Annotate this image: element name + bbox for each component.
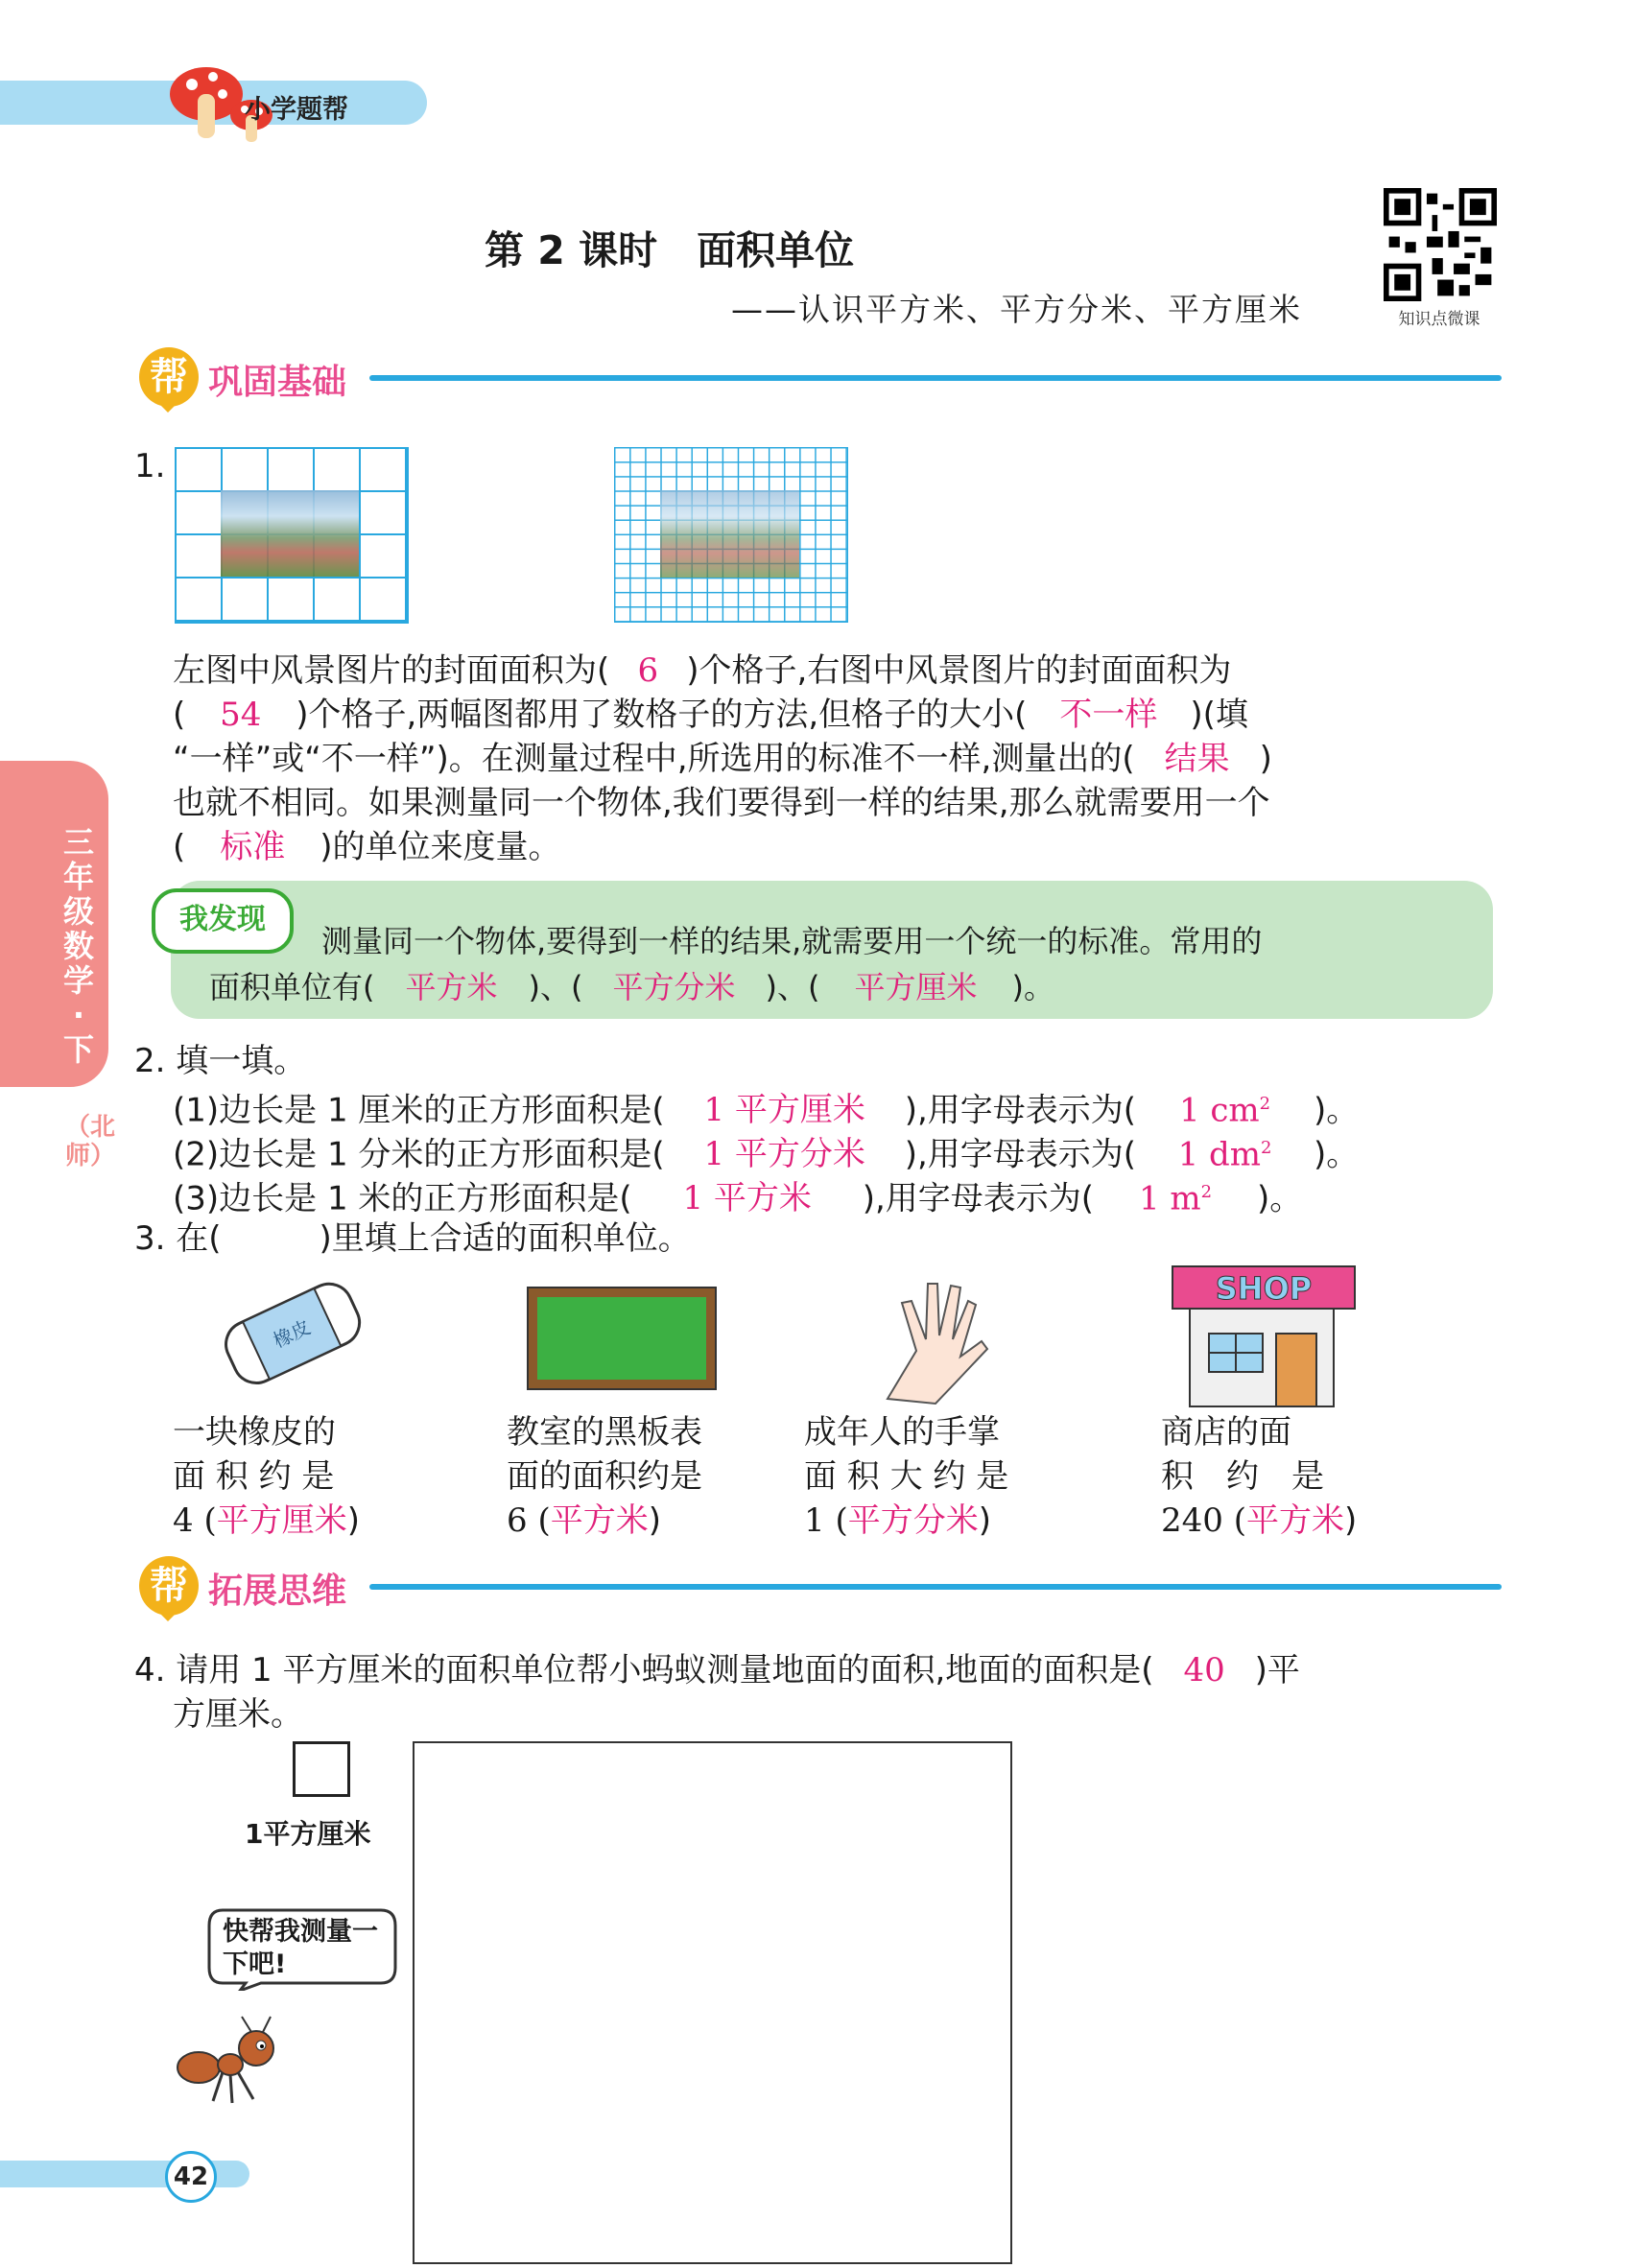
- answer-blank[interactable]: 平方厘米: [854, 969, 978, 1005]
- answer-blank[interactable]: 1 平方米: [682, 1179, 812, 1218]
- q3-item-4: 商店的面 积 约 是 240 (平方米): [1161, 1413, 1358, 1540]
- answer-blank[interactable]: 54: [220, 696, 262, 734]
- answer-blank[interactable]: 1 $cm^2$: [1178, 1091, 1271, 1130]
- answer-blank[interactable]: 平方分米: [612, 969, 736, 1005]
- q4-line-1: 4. 请用 1 平方厘米的面积单位帮小蚂蚁测量地面的面积,地面的面积是( 40 )平: [134, 1648, 1300, 1692]
- blackboard-icon: [526, 1286, 718, 1391]
- lesson-title: 第 2 课时 面积单位: [485, 227, 855, 273]
- answer-blank[interactable]: 结果: [1164, 740, 1230, 778]
- answer-blank[interactable]: 平方米: [1245, 1501, 1344, 1540]
- grid-large-squares: [175, 447, 409, 624]
- unit-square: [293, 1741, 350, 1797]
- answer-blank[interactable]: 1 $m^2$: [1138, 1179, 1213, 1218]
- svg-text:SHOP: SHOP: [1215, 1270, 1313, 1307]
- q3-title: 3. 在( )里填上合适的面积单位。: [134, 1219, 691, 1258]
- q2-title: 2. 填一填。: [134, 1042, 307, 1080]
- answer-blank[interactable]: 平方厘米: [216, 1501, 347, 1540]
- discovery-tag: 我发现: [152, 888, 294, 954]
- eraser-icon: [213, 1264, 367, 1394]
- discovery-line-2: 面积单位有( 平方米 )、( 平方分米 )、( 平方厘米 )。: [209, 965, 1054, 1009]
- q1-paragraph: 左图中风景图片的封面面积为( 6 )个格子,右图中风景图片的封面面积为 ( 54 )个格子,两幅图都用了数格子的方法,但格子的大小( 不一样 )(填 “一样”或“不一样”)。在测量过程中,所选用的标准不一样,测量出的( 结果 ) 也就不相同。如果测量同一个物体,我们要得到一样的结果,那么就需要用一个 ( 标准 )的单位来度量。: [173, 649, 1497, 869]
- q2-item-1: (1)边长是 1 厘米的正方形面积是( 1 平方厘米 ),用字母表示为( 1 $cm^2$ )。: [173, 1082, 1359, 1132]
- question-number: 1.: [134, 447, 166, 485]
- section-basic-header: [139, 347, 1502, 405]
- answer-blank[interactable]: 平方米: [550, 1501, 649, 1540]
- answer-blank[interactable]: 1 平方厘米: [703, 1091, 865, 1130]
- answer-blank[interactable]: 40: [1183, 1651, 1225, 1689]
- discovery-line-1: 测量同一个物体,要得到一样的结果,就需要用一个统一的标准。常用的: [321, 923, 1263, 959]
- brand-name: 小学题帮: [245, 95, 348, 125]
- answer-blank[interactable]: 6: [637, 651, 659, 690]
- svg-text:橡皮: 橡皮: [269, 1314, 315, 1353]
- lesson-subtitle: ——认识平方米、平方分米、平方厘米: [731, 291, 1302, 328]
- bubble-text: 快帮我测量一下吧!: [223, 1917, 378, 1979]
- shop-icon: [1171, 1264, 1358, 1408]
- grade-label: 三年级数学·下: [62, 824, 94, 1068]
- answer-blank[interactable]: 平方分米: [847, 1501, 979, 1540]
- answer-blank[interactable]: 平方米: [405, 969, 498, 1005]
- publisher-label: （北师）: [65, 1113, 116, 1170]
- landscape-image: [660, 490, 799, 578]
- ground-area: [413, 1741, 1012, 2264]
- q3-item-3: 成年人的手掌 面 积 大 约 是 1 (平方分米): [804, 1413, 1009, 1540]
- grid-small-squares: [614, 447, 848, 623]
- answer-blank[interactable]: 1 $dm^2$: [1177, 1135, 1272, 1174]
- q4-line-2: 方厘米。: [173, 1695, 303, 1734]
- section-badge: 帮: [139, 347, 199, 407]
- q3-item-1: 一块橡皮的 面 积 约 是 4 (平方厘米): [173, 1413, 360, 1540]
- section-title: 拓展思维: [208, 1571, 347, 1611]
- q3-item-2: 教室的黑板表 面的面积约是 6 (平方米): [507, 1413, 702, 1540]
- page-number: 42: [165, 2151, 217, 2203]
- answer-blank[interactable]: 不一样: [1059, 696, 1158, 734]
- section-divider: [369, 1584, 1502, 1590]
- qr-code-icon[interactable]: [1384, 188, 1497, 301]
- unit-square-label: 1平方厘米: [245, 1818, 371, 1850]
- ant-icon: [175, 2015, 290, 2106]
- section-extend-header: [139, 1556, 1502, 1614]
- landscape-image: [221, 490, 359, 577]
- answer-blank[interactable]: 标准: [220, 828, 286, 866]
- section-title: 巩固基础: [208, 363, 347, 402]
- hand-icon: [868, 1264, 993, 1408]
- answer-blank[interactable]: 1 平方分米: [703, 1135, 865, 1174]
- section-divider: [369, 375, 1502, 381]
- qr-label: 知识点微课: [1398, 310, 1480, 329]
- q2-item-2: (2)边长是 1 分米的正方形面积是( 1 平方分米 ),用字母表示为( 1 $dm^2$ )。: [173, 1126, 1359, 1176]
- q2-item-3: (3)边长是 1 米的正方形面积是( 1 平方米 ),用字母表示为( 1 $m^2$ )。: [173, 1170, 1302, 1220]
- section-badge: 帮: [139, 1556, 199, 1616]
